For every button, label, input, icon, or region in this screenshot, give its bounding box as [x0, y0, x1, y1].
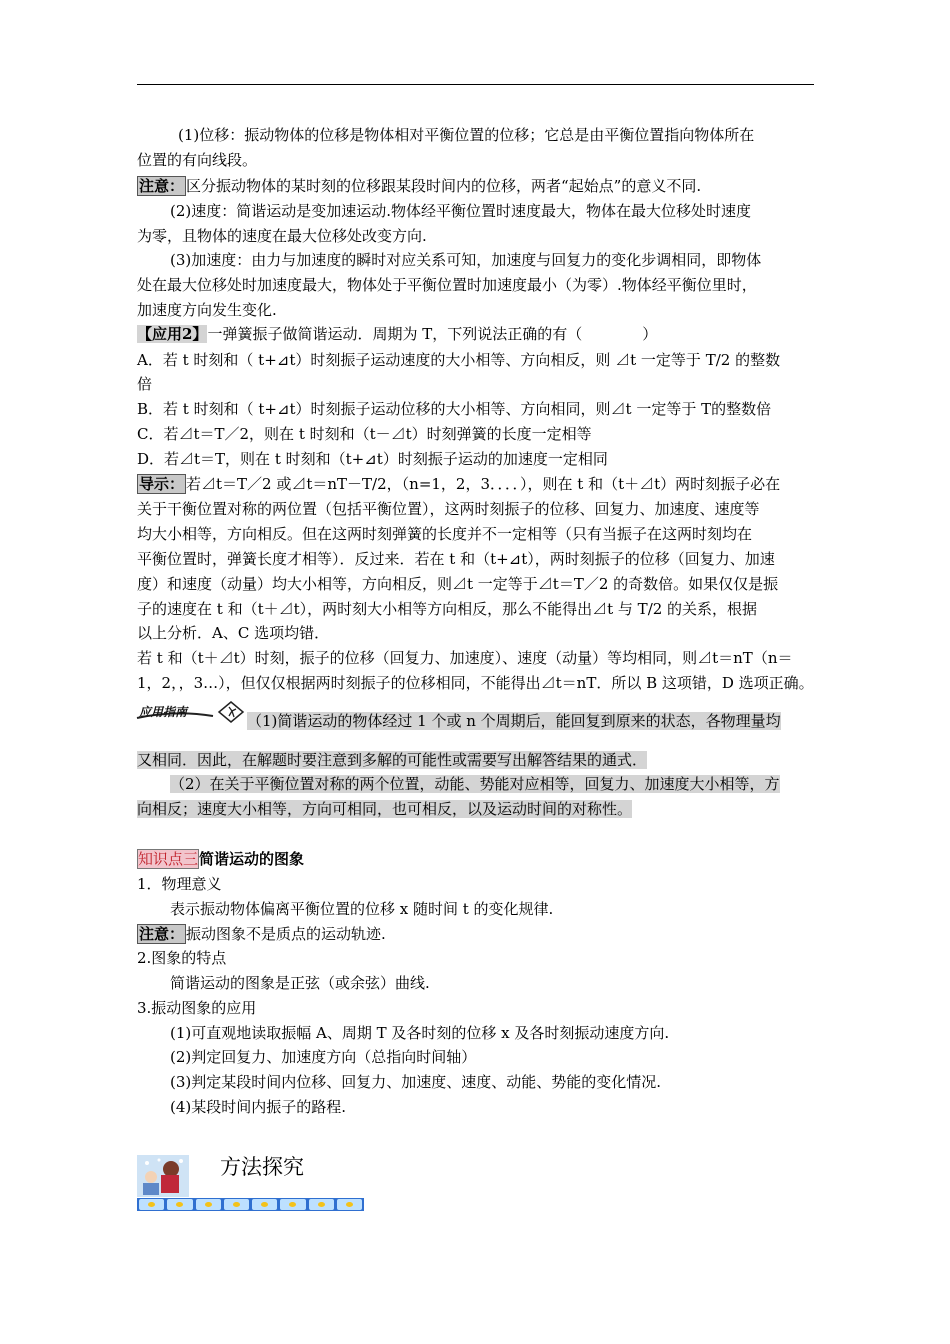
- subheading: 2.图象的特点: [137, 949, 227, 967]
- guide-line: 关于干衡位置对称的两位置（包括平衡位置），这两时刻振子的位移、回复力、加速度、速度等: [137, 500, 760, 518]
- text-line: 处在最大位移处时加速度最大，物体处于平衡位置时加速度最小（为零）.物体经平衡位里时，: [137, 276, 757, 294]
- tip-line: （2）在关于平衡位置对称的两个位置，动能、势能对应相等，回复力、加速度大小相等，方: [170, 775, 780, 793]
- application-text: 一弹簧振子做简谐运动．周期为 T，下列说法正确的有（ ）: [207, 325, 658, 343]
- guide-line: 子的速度在 t 和（t＋⊿t），两时刻大小相等方向相反，那么不能得出⊿t 与 T/2 的关系，根据: [137, 600, 758, 618]
- text-line: 简谐运动的图象是正弦（或余弦）曲线.: [170, 974, 430, 992]
- tip-line: （1)简谐运动的物体经过 1 个或 n 个周期后，能回复到原来的状态，各物理量均: [247, 712, 781, 730]
- method-section-illustration: [137, 1155, 189, 1197]
- note-text: 振动图象不是质点的运动轨迹.: [186, 925, 386, 943]
- subheading: 1．物理意义: [137, 875, 222, 893]
- list-item: (2)判定回复力、加速度方向（总指向时间轴）: [170, 1048, 477, 1066]
- option-a-cont: 倍: [137, 375, 153, 393]
- note-line: [137, 175, 701, 197]
- decorative-dot-bar: [137, 1198, 364, 1211]
- note-line: [137, 923, 386, 945]
- text-line: 表示振动物体偏离平衡位置的位移 x 随时间 t 的变化规律.: [170, 900, 554, 918]
- text-line: (3)加速度：由力与加速度的瞬时对应关系可知，加速度与回复力的变化步调相同，即物体: [170, 251, 762, 269]
- subheading: 3.振动图象的应用: [137, 999, 257, 1017]
- guide-text: 若⊿t＝T／2 或⊿t＝nT－T/2，（n=1，2，3．．．．），则在 t 和（t＋⊿t）两时刻振子必在: [186, 475, 781, 493]
- badge-label: 应用指南: [139, 705, 188, 719]
- application-guide-badge: [135, 698, 247, 726]
- option-d: D．若⊿t＝T，则在 t 时刻和（t+⊿t）时刻振子运动的加速度一定相同: [137, 450, 608, 468]
- text-line: 加速度方向发生变化.: [137, 301, 277, 319]
- guide-line: 以上分析．A、C 选项均错．: [137, 624, 330, 642]
- guide-line: [137, 473, 780, 495]
- list-item: (3)判定某段时间内位移、回复力、加速度、速度、动能、势能的变化情况.: [170, 1073, 662, 1091]
- header-rule: [137, 84, 814, 85]
- option-a: A．若 t 时刻和（ t+⊿t）时刻振子运动速度的大小相等、方向相反，则 ⊿t 一定等于 T/2 的整数: [137, 351, 781, 369]
- option-b: B．若 t 时刻和（ t+⊿t）时刻振子运动位移的大小相等、方向相同，则⊿t 一定等于 T的整数倍: [137, 400, 772, 418]
- note-label: 注意：: [139, 177, 185, 195]
- option-c: C．若⊿t＝T／2，则在 t 时刻和（t－⊿t）时刻弹簧的长度一定相等: [137, 425, 592, 443]
- guide-line: 均大小相等，方向相反。但在这两时刻弹簧的长度并不一定相等（只有当振子在这两时刻均在: [137, 525, 753, 543]
- list-item: (4)某段时间内振子的路程.: [170, 1098, 347, 1116]
- text-line: 位置的有向线段。: [137, 151, 258, 169]
- tip-line: 又相同．因此，在解题时要注意到多解的可能性或需要写出解答结果的通式．: [137, 751, 648, 769]
- knowledge-point-heading: [137, 848, 304, 870]
- guide-label: 导示：: [139, 475, 185, 493]
- guide-line: 若 t 和（t＋⊿t）时刻，振子的位移（回复力、加速度）、速度（动量）等均相同，则⊿t＝nT（n＝: [137, 649, 793, 667]
- guide-line: 1，2，，3…），但仅仅根据两时刻振子的位移相同，不能得出⊿t＝nT．所以 B 这项错，D 选项正确。: [137, 674, 814, 692]
- guide-line: 平衡位置时，弹簧长度才相等）．反过来．若在 t 和（t+⊿t），两时刻振子的位移（回复力、加速: [137, 550, 775, 568]
- guide-line: 度）和速度（动量）均大小相等，方向相反，则⊿t 一定等于⊿t＝T／2 的奇数倍。如果仅仅是振: [137, 575, 779, 593]
- text-line: 为零，且物体的速度在最大位移处改变方向.: [137, 227, 427, 245]
- text-line: (1)位移：振动物体的位移是物体相对平衡位置的位移；它总是由平衡位置指向物体所在: [178, 126, 755, 144]
- note-label: 注意：: [139, 925, 185, 943]
- knowledge-point-tag: 知识点三: [138, 850, 199, 868]
- application-label: 【应用2】: [137, 325, 208, 343]
- application-question: [137, 323, 657, 345]
- text-line: (2)速度：简谐运动是变加速运动.物体经平衡位置时速度最大，物体在最大位移处时速度: [170, 202, 752, 220]
- section-title: 简谐运动的图象: [199, 850, 305, 868]
- tip-line: 向相反；速度大小相等，方向可相同，也可相反，以及运动时间的对称性。: [137, 800, 633, 818]
- list-item: (1)可直观地读取振幅 A、周期 T 及各时刻的位移 x 及各时刻振动速度方向.: [170, 1024, 670, 1042]
- method-section-title: 方法探究: [220, 1155, 304, 1179]
- note-text: 区分振动物体的某时刻的位移跟某段时间内的位移，两者“起始点”的意义不同.: [186, 177, 702, 195]
